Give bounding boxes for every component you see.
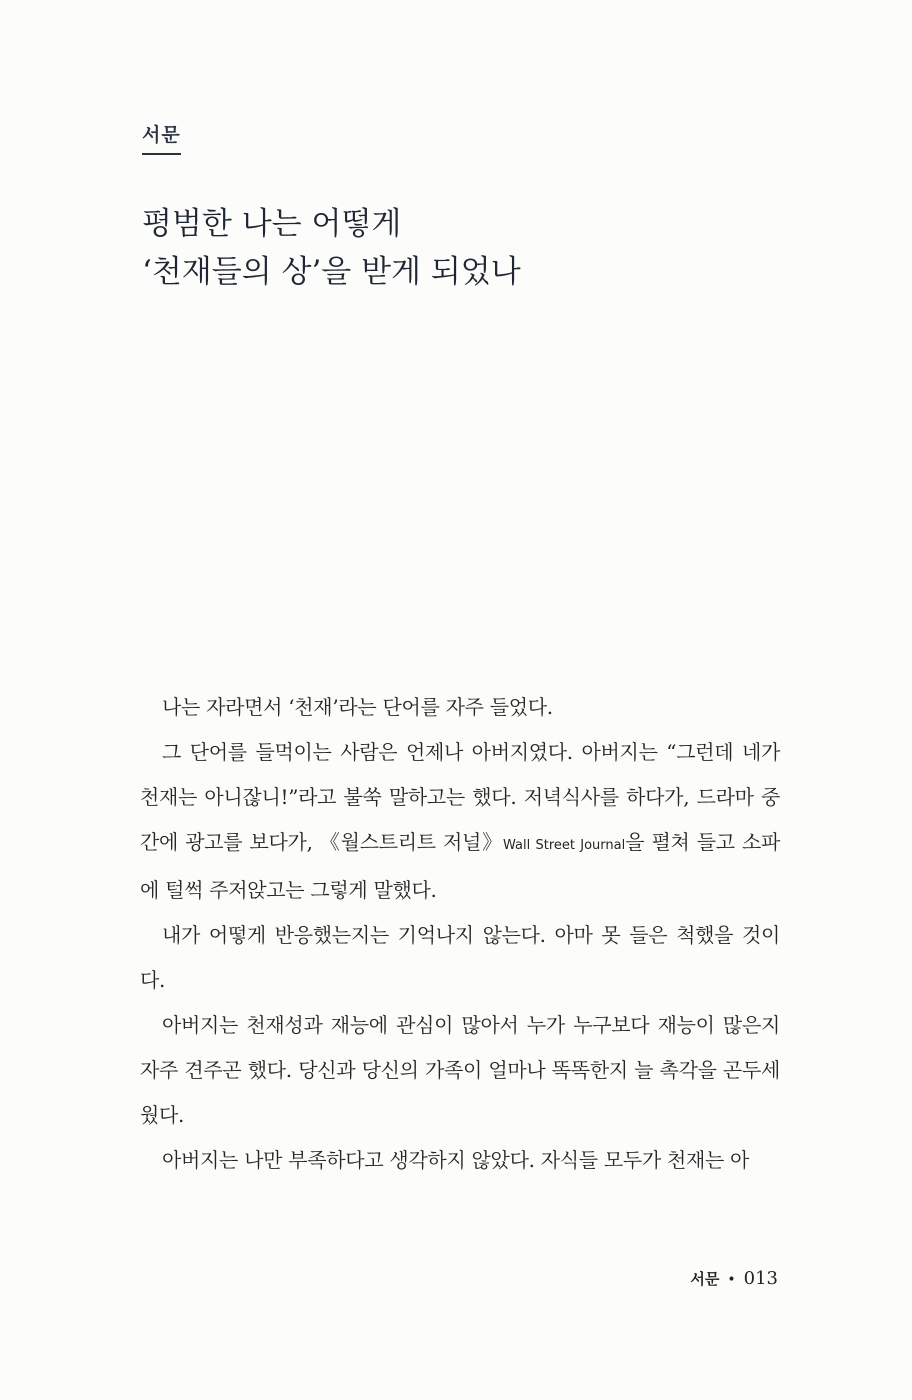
- chapter-title-line-1: 평범한 나는 어떻게: [142, 206, 402, 242]
- paragraph-2-text-before: 그 단어를 들먹이는 사람은 언제나 아버지였다. 아버지는 “그런데 네가 천재는 아니잖니!”라고 불쑥 말하고는 했다. 저녁식사를 하다가, 드라마 중간에 광고를 보다가, 《월스트리트 저널》: [140, 740, 780, 854]
- section-label: 서문: [142, 120, 181, 155]
- paragraph-3: 내가 어떻게 반응했는지는 기억나지 않는다. 아마 못 들은 척했을 것이다.: [140, 923, 780, 992]
- page-number: 013: [743, 1268, 778, 1289]
- paragraph-4: 아버지는 천재성과 재능에 관심이 많아서 누가 누구보다 재능이 많은지 자주 견주곤 했다. 당신과 당신의 가족이 얼마나 똑똑한지 늘 촉각을 곤두세웠다.: [140, 1013, 780, 1127]
- body-text: [140, 685, 780, 1183]
- chapter-title: [142, 200, 782, 296]
- footer-section-label: 서문: [690, 1270, 720, 1288]
- paragraph-2-text-after: 을 펼쳐 들고 소파에 털썩 주저앉고는 그렇게 말했다.: [140, 830, 780, 902]
- paragraph-1: 나는 자라면서 ‘천재’라는 단어를 자주 들었다.: [162, 695, 553, 719]
- chapter-title-line-2: ‘천재들의 상’을 받게 되었나: [142, 254, 521, 290]
- page-footer: [690, 1268, 778, 1289]
- paragraph-2: [140, 730, 780, 913]
- footer-separator: •: [727, 1272, 736, 1288]
- foreign-title-annotation: Wall Street Journal: [503, 838, 626, 853]
- paragraph-5: 아버지는 나만 부족하다고 생각하지 않았다. 자식들 모두가 천재는 아: [162, 1148, 750, 1172]
